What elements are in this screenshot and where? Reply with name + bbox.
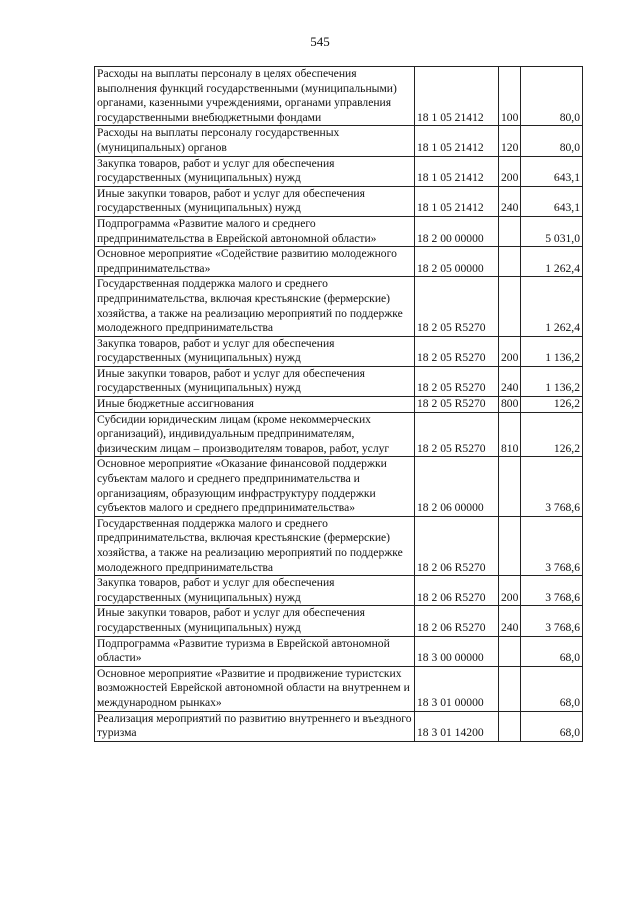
amount-cell: 68,0 xyxy=(521,666,583,711)
amount-cell: 68,0 xyxy=(521,711,583,741)
table-row xyxy=(95,216,583,246)
expense-type-cell xyxy=(499,711,521,741)
expense-type-cell xyxy=(499,216,521,246)
target-article-cell: 18 1 05 21412 xyxy=(415,67,499,126)
row-name-cell: Государственная поддержка малого и среднего предпринимательства, включая крестьянские (фермерские) хозяйства, а также на реализацию мероприятий по поддержке молодежного предпринимательства xyxy=(95,516,415,575)
amount-cell: 3 768,6 xyxy=(521,606,583,636)
target-article-cell: 18 2 06 00000 xyxy=(415,457,499,516)
amount-cell: 1 262,4 xyxy=(521,277,583,336)
expense-type-cell: 240 xyxy=(499,606,521,636)
row-name-cell: Иные бюджетные ассигнования xyxy=(95,397,415,413)
amount-cell: 3 768,6 xyxy=(521,516,583,575)
target-article-cell: 18 2 06 R5270 xyxy=(415,516,499,575)
amount-cell: 126,2 xyxy=(521,397,583,413)
table-row xyxy=(95,666,583,711)
table-row xyxy=(95,126,583,156)
expense-type-cell xyxy=(499,457,521,516)
table-row xyxy=(95,336,583,366)
expense-type-cell: 800 xyxy=(499,397,521,413)
table-row xyxy=(95,576,583,606)
target-article-cell: 18 2 05 00000 xyxy=(415,247,499,277)
budget-table xyxy=(94,66,583,742)
target-article-cell: 18 1 05 21412 xyxy=(415,186,499,216)
target-article-cell: 18 3 01 14200 xyxy=(415,711,499,741)
row-name-cell: Расходы на выплаты персоналу в целях обеспечения выполнения функций государственными (муниципальными) органами, казенными учреждениями, органами управления государственными внебюджетными фондами xyxy=(95,67,415,126)
expense-type-cell xyxy=(499,516,521,575)
page-number: 545 xyxy=(310,34,330,49)
row-name-cell: Государственная поддержка малого и среднего предпринимательства, включая крестьянские (фермерские) хозяйства, а также на реализацию мероприятий по поддержке молодежного предпринимательства xyxy=(95,277,415,336)
row-name-cell: Иные закупки товаров, работ и услуг для обеспечения государственных (муниципальных) нужд xyxy=(95,606,415,636)
row-name-cell: Закупка товаров, работ и услуг для обеспечения государственных (муниципальных) нужд xyxy=(95,336,415,366)
table-row xyxy=(95,277,583,336)
target-article-cell: 18 2 06 R5270 xyxy=(415,606,499,636)
row-name-cell: Иные закупки товаров, работ и услуг для обеспечения государственных (муниципальных) нужд xyxy=(95,186,415,216)
target-article-cell: 18 3 00 00000 xyxy=(415,636,499,666)
table-row xyxy=(95,636,583,666)
expense-type-cell xyxy=(499,666,521,711)
row-name-cell: Реализация мероприятий по развитию внутреннего и въездного туризма xyxy=(95,711,415,741)
target-article-cell: 18 1 05 21412 xyxy=(415,156,499,186)
table-row xyxy=(95,366,583,396)
expense-type-cell: 120 xyxy=(499,126,521,156)
target-article-cell: 18 2 05 R5270 xyxy=(415,397,499,413)
amount-cell: 1 136,2 xyxy=(521,366,583,396)
amount-cell: 3 768,6 xyxy=(521,576,583,606)
table-row xyxy=(95,397,583,413)
target-article-cell: 18 2 05 R5270 xyxy=(415,336,499,366)
expense-type-cell: 240 xyxy=(499,186,521,216)
amount-cell: 643,1 xyxy=(521,186,583,216)
target-article-cell: 18 1 05 21412 xyxy=(415,126,499,156)
row-name-cell: Основное мероприятие «Содействие развитию молодежного предпринимательства» xyxy=(95,247,415,277)
row-name-cell: Расходы на выплаты персоналу государственных (муниципальных) органов xyxy=(95,126,415,156)
table-row xyxy=(95,606,583,636)
expense-type-cell xyxy=(499,277,521,336)
amount-cell: 3 768,6 xyxy=(521,457,583,516)
amount-cell: 126,2 xyxy=(521,412,583,457)
table-row xyxy=(95,412,583,457)
expense-type-cell: 200 xyxy=(499,576,521,606)
expense-type-cell xyxy=(499,247,521,277)
row-name-cell: Подпрограмма «Развитие туризма в Еврейской автономной области» xyxy=(95,636,415,666)
row-name-cell: Закупка товаров, работ и услуг для обеспечения государственных (муниципальных) нужд xyxy=(95,156,415,186)
table-row xyxy=(95,186,583,216)
expense-type-cell: 200 xyxy=(499,336,521,366)
expense-type-cell: 240 xyxy=(499,366,521,396)
amount-cell: 643,1 xyxy=(521,156,583,186)
expense-type-cell xyxy=(499,636,521,666)
amount-cell: 80,0 xyxy=(521,67,583,126)
row-name-cell: Закупка товаров, работ и услуг для обеспечения государственных (муниципальных) нужд xyxy=(95,576,415,606)
amount-cell: 5 031,0 xyxy=(521,216,583,246)
target-article-cell: 18 2 05 R5270 xyxy=(415,366,499,396)
row-name-cell: Иные закупки товаров, работ и услуг для обеспечения государственных (муниципальных) нужд xyxy=(95,366,415,396)
table-row xyxy=(95,247,583,277)
table-row xyxy=(95,516,583,575)
target-article-cell: 18 2 00 00000 xyxy=(415,216,499,246)
table-row xyxy=(95,711,583,741)
expense-type-cell: 810 xyxy=(499,412,521,457)
table-row xyxy=(95,67,583,126)
target-article-cell: 18 3 01 00000 xyxy=(415,666,499,711)
expense-type-cell: 100 xyxy=(499,67,521,126)
expense-type-cell: 200 xyxy=(499,156,521,186)
amount-cell: 1 136,2 xyxy=(521,336,583,366)
target-article-cell: 18 2 06 R5270 xyxy=(415,576,499,606)
row-name-cell: Основное мероприятие «Оказание финансовой поддержки субъектам малого и среднего предпринимательства и организациям, образующим инфраструктуру поддержки субъектов малого и среднего предпринимательства» xyxy=(95,457,415,516)
row-name-cell: Подпрограмма «Развитие малого и среднего предпринимательства в Еврейской автономной области» xyxy=(95,216,415,246)
target-article-cell: 18 2 05 R5270 xyxy=(415,277,499,336)
amount-cell: 68,0 xyxy=(521,636,583,666)
row-name-cell: Основное мероприятие «Развитие и продвижение туристских возможностей Еврейской автономной области на внутреннем и международном рынках» xyxy=(95,666,415,711)
budget-table-body xyxy=(95,67,583,742)
amount-cell: 80,0 xyxy=(521,126,583,156)
amount-cell: 1 262,4 xyxy=(521,247,583,277)
row-name-cell: Субсидии юридическим лицам (кроме некоммерческих организаций), индивидуальным предпринимателям, физическим лицам – производителям товаров, работ, услуг xyxy=(95,412,415,457)
table-row xyxy=(95,156,583,186)
table-row xyxy=(95,457,583,516)
target-article-cell: 18 2 05 R5270 xyxy=(415,412,499,457)
